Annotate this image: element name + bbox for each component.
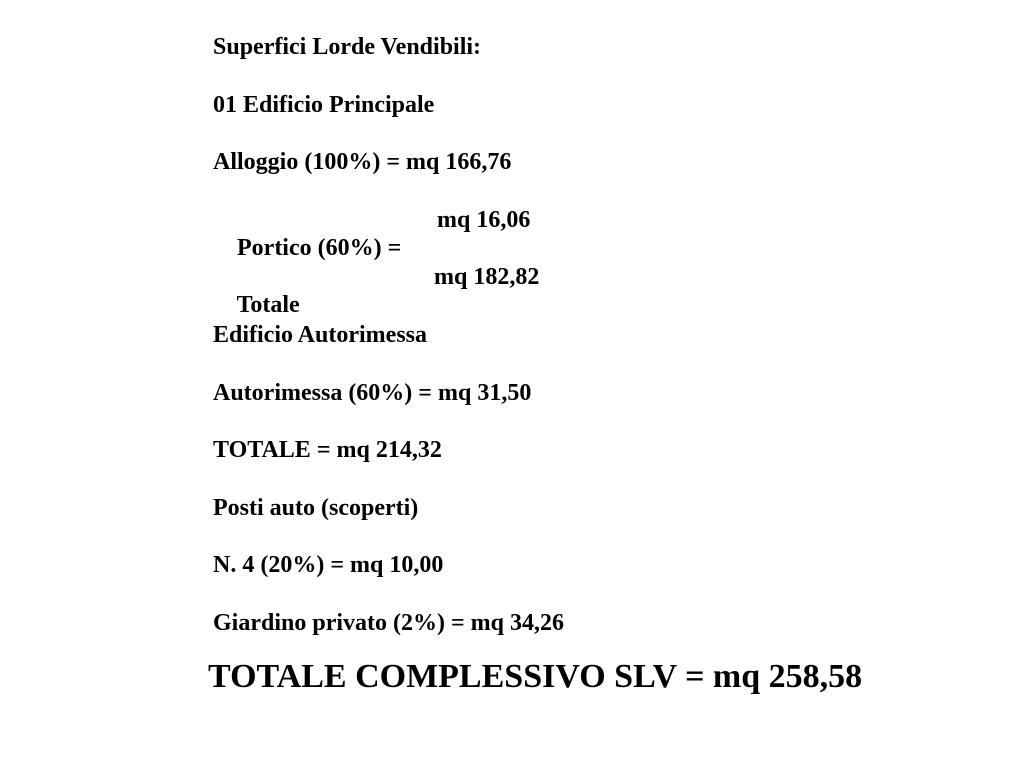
portico-value: mq 16,06: [437, 207, 531, 233]
totale-value: mq 182,82: [434, 264, 540, 290]
intermediate-total-line: TOTALE = mq 214,32: [213, 437, 442, 463]
alloggio-line: Alloggio (100%) = mq 166,76: [213, 149, 512, 175]
parking-line: N. 4 (20%) = mq 10,00: [213, 552, 444, 578]
autorimessa-line: Autorimessa (60%) = mq 31,50: [213, 380, 532, 406]
final-total: TOTALE COMPLESSIVO SLV = mq 258,58: [208, 658, 863, 695]
building-heading: 01 Edificio Principale: [213, 92, 435, 118]
parking-heading: Posti auto (scoperti): [213, 495, 419, 521]
document-heading: Superfici Lorde Vendibili:: [213, 34, 482, 60]
totale-label: Totale: [236, 292, 300, 318]
autorimessa-heading: Edificio Autorimessa: [213, 322, 427, 348]
garden-line: Giardino privato (2%) = mq 34,26: [213, 610, 565, 636]
portico-label: Portico (60%) =: [237, 235, 402, 261]
